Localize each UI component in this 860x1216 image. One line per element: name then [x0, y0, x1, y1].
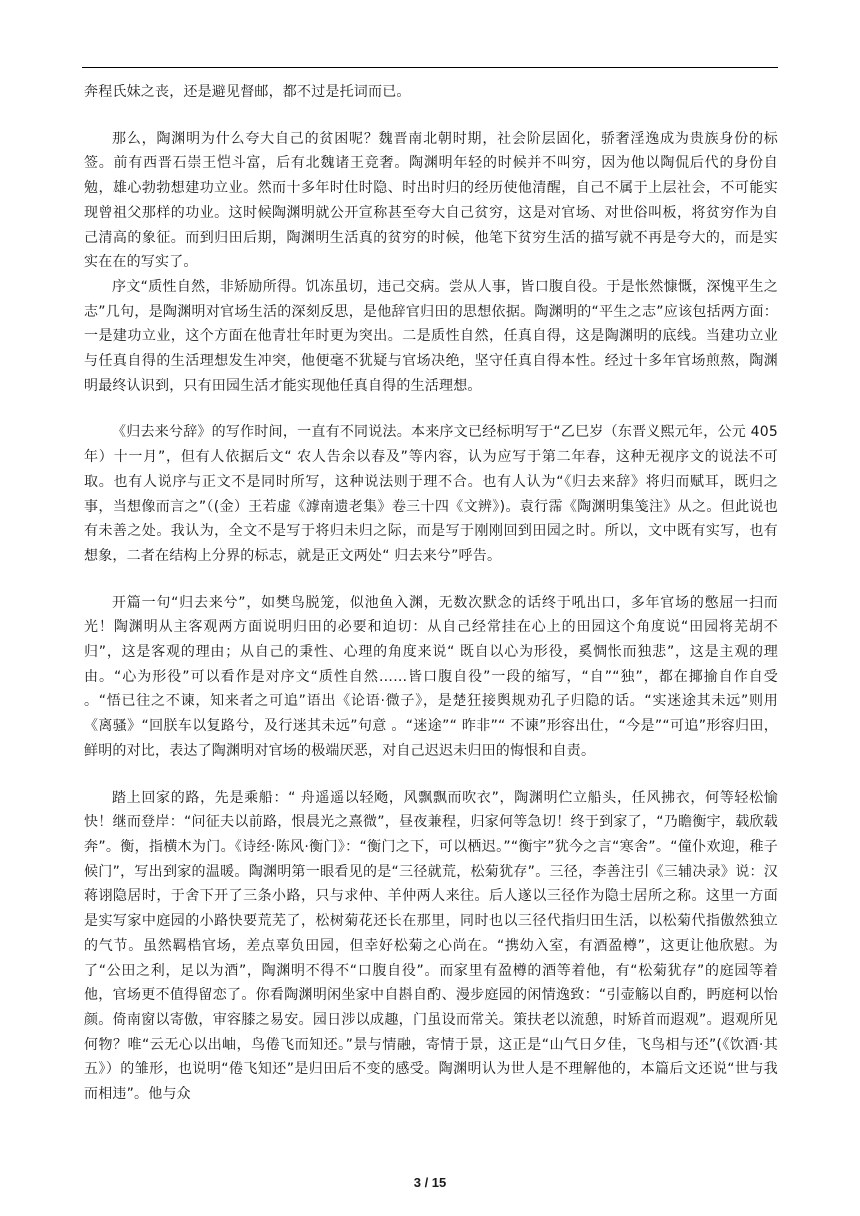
document-body: [84, 80, 778, 1107]
paragraph-poverty: 那么，陶渊明为什么夸大自己的贫困呢？魏晋南北朝时期，社会阶层固化，骄奢淫逸成为贵族身份的标签。前有西晋石崇王恺斗富，后有北魏诸王竞奢。陶渊明年轻的时候并不叫穷，因为他以陶侃后代的身份自勉，雄心勃勃想建功立业。然而十多年时仕时隐、时出时归的经历使他清醒，自己不属于上层社会，不可能实现曾祖父那样的功业。这时候陶渊明就公开宣称甚至夸大自己贫穷，这是对官场、对世俗叫板，将贫穷作为自己清高的象征。而到归田后期，陶渊明生活真的贫穷的时候，他笔下贫穷生活的描写就不再是夸大的，而是实实在在的写实了。: [84, 130, 778, 271]
page-number: 3 / 15: [413, 1175, 447, 1190]
paragraph-opening: 开篇一句“归去来兮”，如樊鸟脱笼，似池鱼入渊，无数次默念的话终于吼出口，多年官场的憋屈一扫而光！陶渊明从主客观两方面说明归田的必要和迫切：从自己经常挂在心上的田园这个角度说“田园将芜胡不归”，这是客观的理由；从自己的秉性、心理的角度来说“ 既自以心为形役，奚惆怅而独悲”，这是主观的理由。“心为形役”可以看作是对序文“质性自然……皆口腹自役”一段的缩写，“自”“独”，都在揶揄自作自受 。“悟已往之不谏，知来者之可追”语出《论语·微子》，是楚狂接舆规劝孔子归隐的话。“实迷途其未远”则用《离骚》“回朕车以复路兮，及行迷其未远”句意 。“迷途”“ 昨非”“ 不谏”形容出仕，“今是”“可追”形容归田，鲜明的对比，表达了陶渊明对官场的极端厌恶，对自己迟迟未归田的悔恨和自责。: [84, 594, 778, 759]
paragraph-journey: 踏上回家的路，先是乘船：“ 舟遥遥以轻飏，风飘飘而吹衣”，陶渊明伫立船头，任风拂衣，何等轻松愉快！继而登岸：“问征夫以前路，恨晨光之熹微”，昼夜兼程，归家何等急切！终于到家了，“乃瞻衡宇，载欣载奔”。衡，指横木为门。《诗经·陈风·衡门》：“衡门之下，可以栖迟。”“衡宇”犹今之言“寒舍”。“僮仆欢迎，稚子候门”，写出到家的温暖。陶渊明第一眼看见的是“三径就荒，松菊犹存”。三径，李善注引《三辅决录》说：汉蒋诩隐居时，于舍下开了三条小路，只与求仲、羊仲两人来往。后人遂以三径作为隐士居所之称。这里一方面是实写家中庭园的小路快要荒芜了，松树菊花还长在那里，同时也以三径代指归田生活，以松菊代指傲然独立的气节。虽然羁梏官场，差点辜负田园，但幸好松菊之心尚在。“携幼入室，有酒盈樽”，这更让他欣慰。为了“公田之利，足以为酒”，陶渊明不得不“口腹自役”。而家里有盈樽的酒等着他，有“松菊犹存”的庭园等着他，官场更不值得留恋了。你看陶渊明闲坐家中自斟自酌、漫步庭园的闲情逸致：“引壶觞以自酌，眄庭柯以怡颜。倚南窗以寄傲，审容膝之易安。园日涉以成趣，门虽设而常关。策扶老以流憩，时矫首而遐观”。遐观所见何物？唯“云无心以出岫，鸟倦飞而知还。”景与情融，寄情于景，这正是“山气日夕佳，飞鸟相与还”(《饮酒·其五》）的雏形，也说明“倦飞知还”是归田后不变的感受。陶渊明认为世人是不理解他的，本篇后文还说“世与我而相违”。他与众: [84, 789, 778, 1103]
paragraph-preface: 序文“质性自然，非矫励所得。饥冻虽切，违己交病。尝从人事，皆口腹自役。于是怅然慷慨，深愧平生之志”几句，是陶渊明对官场生活的深刻反思，是他辞官归田的思想依据。陶渊明的“平生之志”应该包括两方面：一是建功立业，这个方面在他青壮年时更为突出。二是质性自然，任真自得，这是陶渊明的底线。当建功立业与任真自得的生活理想发生冲突，他便毫不犹疑与官场决绝，坚守任真自得本性。经过十多年官场煎熬，陶渊明最终认识到，只有田园生活才能实现他任真自得的生活理想。: [84, 278, 778, 394]
header-rule: [82, 67, 778, 68]
paragraph-date: 《归去来兮辞》的写作时间，一直有不同说法。本来序文已经标明写于“乙巳岁（东晋义熙元年，公元 405 年）十一月”，但有人依据后文“ 农人告余以春及”等内容，认为应写于第二年春，这种无视序文的说法不可取。也有人说序与正文不是同时所写，这种说法则于理不合。也有人认为“《归去来辞》将归而赋耳，既归之事，当想像而言之”（(金）王若虚《滹南遗老集》卷三十四《文辨》)。袁行霈《陶渊明集笺注》从之。但此说也有未善之处。我认为，全文不是写于将归未归之际，而是写于刚刚回到田园之时。所以，文中既有实写，也有想象，二者在结构上分界的标志，就是正文两处“ 归去来兮”呼告。: [84, 424, 778, 564]
paragraph-continued: 奔程氏妹之丧，还是避见督邮，都不过是托词而已。: [84, 84, 411, 100]
